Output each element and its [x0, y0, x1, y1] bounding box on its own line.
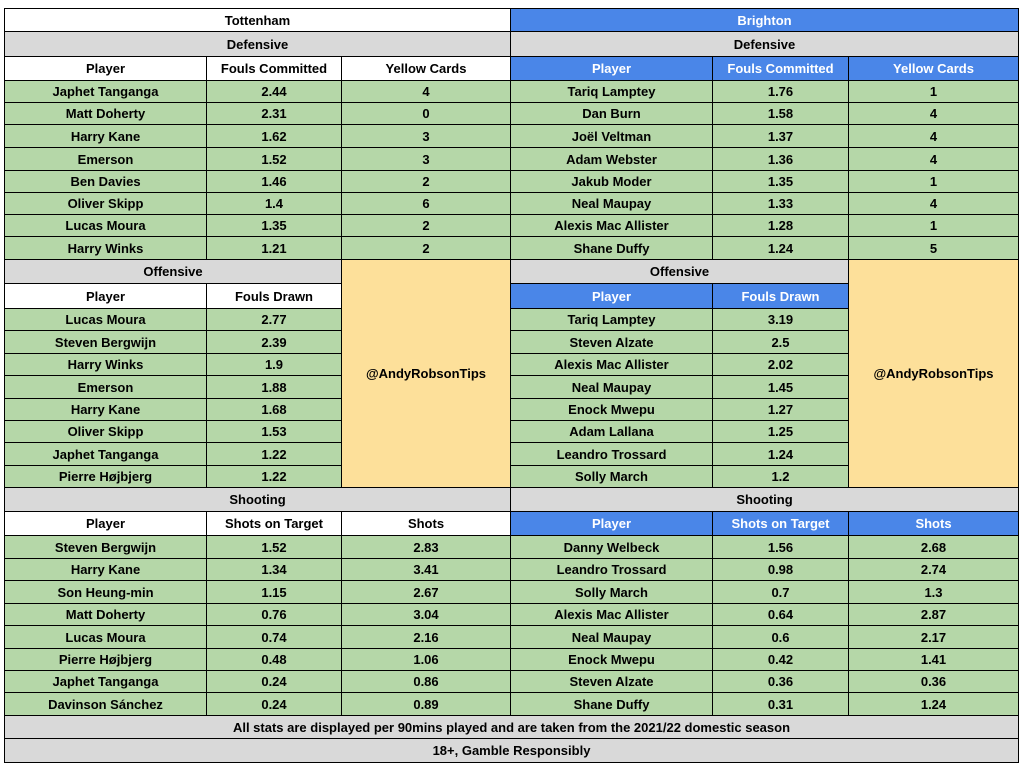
- player-name-cell: Steven Alzate: [510, 330, 713, 354]
- player-name-cell: Matt Doherty: [4, 102, 207, 125]
- fouls-drawn-cell: 2.39: [206, 330, 342, 354]
- player-name-cell: Joël Veltman: [510, 124, 713, 148]
- shots-cell: 0.86: [341, 670, 511, 693]
- shots-cell: 2.87: [848, 603, 1019, 626]
- column-header-shots-on-target: Shots on Target: [206, 511, 342, 536]
- shots-on-target-cell: 0.74: [206, 625, 342, 649]
- fouls-drawn-cell: 1.24: [712, 442, 849, 466]
- player-name-cell: Solly March: [510, 465, 713, 488]
- shots-cell: 1.41: [848, 648, 1019, 671]
- shots-on-target-cell: 1.52: [206, 535, 342, 559]
- fouls-drawn-cell: 1.68: [206, 398, 342, 421]
- player-name-cell: Steven Bergwijn: [4, 535, 207, 559]
- shots-on-target-cell: 0.24: [206, 692, 342, 716]
- player-name-cell: Emerson: [4, 147, 207, 171]
- section-title-offensive-tottenham: Offensive: [4, 259, 342, 284]
- fouls-drawn-cell: 1.22: [206, 442, 342, 466]
- section-title-offensive-brighton: Offensive: [510, 259, 849, 284]
- column-header-yellow-cards: Yellow Cards: [848, 56, 1019, 81]
- column-header-shots: Shots: [848, 511, 1019, 536]
- section-title-defensive-tottenham: Defensive: [4, 31, 511, 57]
- player-name-cell: Son Heung-min: [4, 580, 207, 604]
- player-name-cell: Lucas Moura: [4, 625, 207, 649]
- column-header-player: Player: [510, 56, 713, 81]
- column-header-player: Player: [4, 283, 207, 309]
- shots-on-target-cell: 0.31: [712, 692, 849, 716]
- fouls-drawn-cell: 1.45: [712, 375, 849, 399]
- player-name-cell: Harry Kane: [4, 558, 207, 581]
- section-title-shooting-brighton: Shooting: [510, 487, 1019, 512]
- shots-cell: 2.17: [848, 625, 1019, 649]
- player-name-cell: Leandro Trossard: [510, 558, 713, 581]
- player-name-cell: Solly March: [510, 580, 713, 604]
- fouls-drawn-cell: 1.2: [712, 465, 849, 488]
- column-header-yellow-cards: Yellow Cards: [341, 56, 511, 81]
- player-name-cell: Adam Webster: [510, 147, 713, 171]
- yellow-cards-cell: 1: [848, 170, 1019, 193]
- yellow-cards-cell: 2: [341, 236, 511, 260]
- column-header-shots: Shots: [341, 511, 511, 536]
- fouls-drawn-cell: 1.25: [712, 420, 849, 443]
- player-name-cell: Tariq Lamptey: [510, 80, 713, 103]
- player-name-cell: Japhet Tanganga: [4, 80, 207, 103]
- fouls-committed-cell: 1.24: [712, 236, 849, 260]
- team-title-brighton: Brighton: [510, 8, 1019, 32]
- shots-on-target-cell: 0.24: [206, 670, 342, 693]
- column-header-fouls-committed: Fouls Committed: [206, 56, 342, 81]
- player-name-cell: Emerson: [4, 375, 207, 399]
- fouls-drawn-cell: 1.22: [206, 465, 342, 488]
- yellow-cards-cell: 5: [848, 236, 1019, 260]
- yellow-cards-cell: 1: [848, 80, 1019, 103]
- shots-on-target-cell: 0.42: [712, 648, 849, 671]
- fouls-drawn-cell: 1.88: [206, 375, 342, 399]
- shots-cell: 2.67: [341, 580, 511, 604]
- shots-cell: 3.04: [341, 603, 511, 626]
- player-name-cell: Lucas Moura: [4, 214, 207, 237]
- fouls-drawn-cell: 3.19: [712, 308, 849, 331]
- player-name-cell: Steven Bergwijn: [4, 330, 207, 354]
- fouls-committed-cell: 1.58: [712, 102, 849, 125]
- column-header-player: Player: [510, 511, 713, 536]
- column-header-shots-on-target: Shots on Target: [712, 511, 849, 536]
- yellow-cards-cell: 3: [341, 147, 511, 171]
- player-name-cell: Pierre Højbjerg: [4, 465, 207, 488]
- column-header-player: Player: [510, 283, 713, 309]
- shots-on-target-cell: 0.76: [206, 603, 342, 626]
- player-name-cell: Neal Maupay: [510, 375, 713, 399]
- fouls-committed-cell: 1.21: [206, 236, 342, 260]
- yellow-cards-cell: 4: [848, 147, 1019, 171]
- column-header-player: Player: [4, 56, 207, 81]
- fouls-drawn-cell: 1.9: [206, 353, 342, 376]
- shots-on-target-cell: 0.64: [712, 603, 849, 626]
- fouls-committed-cell: 1.36: [712, 147, 849, 171]
- player-name-cell: Harry Winks: [4, 236, 207, 260]
- shots-on-target-cell: 1.15: [206, 580, 342, 604]
- player-name-cell: Ben Davies: [4, 170, 207, 193]
- yellow-cards-cell: 4: [341, 80, 511, 103]
- player-name-cell: Shane Duffy: [510, 236, 713, 260]
- player-name-cell: Alexis Mac Allister: [510, 353, 713, 376]
- shots-on-target-cell: 0.98: [712, 558, 849, 581]
- player-name-cell: Alexis Mac Allister: [510, 603, 713, 626]
- shots-cell: 2.74: [848, 558, 1019, 581]
- player-name-cell: Tariq Lamptey: [510, 308, 713, 331]
- shots-cell: 0.36: [848, 670, 1019, 693]
- shots-cell: 2.16: [341, 625, 511, 649]
- fouls-drawn-cell: 1.53: [206, 420, 342, 443]
- player-name-cell: Dan Burn: [510, 102, 713, 125]
- section-title-defensive-brighton: Defensive: [510, 31, 1019, 57]
- team-title-tottenham: Tottenham: [4, 8, 511, 32]
- watermark-handle-tottenham: @AndyRobsonTips: [341, 259, 511, 488]
- fouls-committed-cell: 1.46: [206, 170, 342, 193]
- shots-cell: 1.24: [848, 692, 1019, 716]
- fouls-committed-cell: 1.35: [206, 214, 342, 237]
- shots-on-target-cell: 0.36: [712, 670, 849, 693]
- player-name-cell: Jakub Moder: [510, 170, 713, 193]
- section-title-shooting-tottenham: Shooting: [4, 487, 511, 512]
- fouls-drawn-cell: 2.77: [206, 308, 342, 331]
- fouls-drawn-cell: 1.27: [712, 398, 849, 421]
- shots-on-target-cell: 0.48: [206, 648, 342, 671]
- player-name-cell: Neal Maupay: [510, 625, 713, 649]
- player-name-cell: Harry Kane: [4, 398, 207, 421]
- player-name-cell: Harry Winks: [4, 353, 207, 376]
- fouls-drawn-cell: 2.02: [712, 353, 849, 376]
- yellow-cards-cell: 3: [341, 124, 511, 148]
- shots-cell: 0.89: [341, 692, 511, 716]
- player-name-cell: Steven Alzate: [510, 670, 713, 693]
- shots-cell: 2.68: [848, 535, 1019, 559]
- fouls-committed-cell: 1.4: [206, 192, 342, 215]
- player-name-cell: Enock Mwepu: [510, 648, 713, 671]
- player-name-cell: Shane Duffy: [510, 692, 713, 716]
- column-header-fouls-drawn: Fouls Drawn: [712, 283, 849, 309]
- player-name-cell: Enock Mwepu: [510, 398, 713, 421]
- yellow-cards-cell: 0: [341, 102, 511, 125]
- fouls-committed-cell: 2.31: [206, 102, 342, 125]
- yellow-cards-cell: 4: [848, 102, 1019, 125]
- fouls-committed-cell: 1.76: [712, 80, 849, 103]
- player-name-cell: Oliver Skipp: [4, 420, 207, 443]
- fouls-committed-cell: 1.28: [712, 214, 849, 237]
- fouls-committed-cell: 1.33: [712, 192, 849, 215]
- column-header-fouls-committed: Fouls Committed: [712, 56, 849, 81]
- player-name-cell: Alexis Mac Allister: [510, 214, 713, 237]
- yellow-cards-cell: 4: [848, 192, 1019, 215]
- player-name-cell: Leandro Trossard: [510, 442, 713, 466]
- player-name-cell: Lucas Moura: [4, 308, 207, 331]
- player-name-cell: Harry Kane: [4, 124, 207, 148]
- shots-cell: 2.83: [341, 535, 511, 559]
- shots-on-target-cell: 0.6: [712, 625, 849, 649]
- yellow-cards-cell: 2: [341, 214, 511, 237]
- player-name-cell: Neal Maupay: [510, 192, 713, 215]
- shots-on-target-cell: 1.34: [206, 558, 342, 581]
- shots-on-target-cell: 0.7: [712, 580, 849, 604]
- shots-cell: 1.3: [848, 580, 1019, 604]
- shots-cell: 3.41: [341, 558, 511, 581]
- footer-note: All stats are displayed per 90mins played and are taken from the 2021/22 domestic season: [4, 715, 1019, 739]
- fouls-committed-cell: 2.44: [206, 80, 342, 103]
- player-name-cell: Davinson Sánchez: [4, 692, 207, 716]
- shots-on-target-cell: 1.56: [712, 535, 849, 559]
- column-header-fouls-drawn: Fouls Drawn: [206, 283, 342, 309]
- player-name-cell: Matt Doherty: [4, 603, 207, 626]
- fouls-committed-cell: 1.35: [712, 170, 849, 193]
- fouls-committed-cell: 1.62: [206, 124, 342, 148]
- player-name-cell: Japhet Tanganga: [4, 442, 207, 466]
- footer-disclaimer: 18+, Gamble Responsibly: [4, 738, 1019, 763]
- player-name-cell: Japhet Tanganga: [4, 670, 207, 693]
- yellow-cards-cell: 2: [341, 170, 511, 193]
- column-header-player: Player: [4, 511, 207, 536]
- player-name-cell: Pierre Højbjerg: [4, 648, 207, 671]
- yellow-cards-cell: 1: [848, 214, 1019, 237]
- fouls-committed-cell: 1.52: [206, 147, 342, 171]
- player-name-cell: Danny Welbeck: [510, 535, 713, 559]
- yellow-cards-cell: 6: [341, 192, 511, 215]
- yellow-cards-cell: 4: [848, 124, 1019, 148]
- player-name-cell: Adam Lallana: [510, 420, 713, 443]
- fouls-committed-cell: 1.37: [712, 124, 849, 148]
- watermark-handle-brighton: @AndyRobsonTips: [848, 259, 1019, 488]
- player-name-cell: Oliver Skipp: [4, 192, 207, 215]
- shots-cell: 1.06: [341, 648, 511, 671]
- fouls-drawn-cell: 2.5: [712, 330, 849, 354]
